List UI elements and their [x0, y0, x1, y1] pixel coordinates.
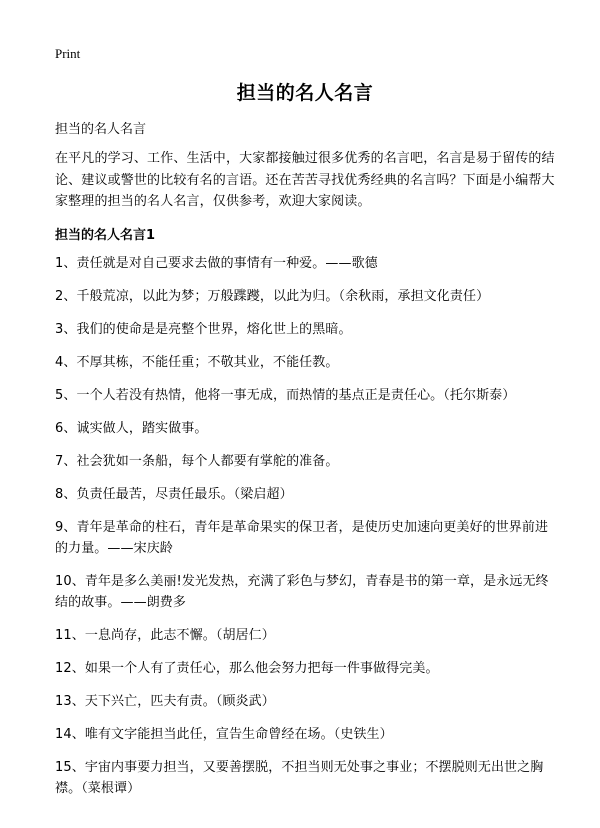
- quote-item: 5、一个人若没有热情，他将一事无成，而热情的基点正是责任心。（托尔斯泰）: [55, 387, 516, 403]
- quote-item: 13、天下兴亡，匹夫有责。（顾炎武）: [55, 693, 275, 709]
- document-title: 担当的名人名言: [236, 82, 374, 104]
- quote-item: 9、青年是革命的柱石，青年是革命果实的保卫者，是使历史加速向更美好的世界前进的力量。——宋庆龄: [55, 519, 549, 556]
- quote-item: 4、不厚其栋，不能任重；不敬其业，不能任教。: [55, 354, 339, 370]
- quote-item: 10、青年是多么美丽!发光发热，充满了彩色与梦幻，青春是书的第一章，是永远无终结的故事。——朗费多: [55, 573, 549, 610]
- document-page: [55, 80, 555, 811]
- quote-item: 1、责任就是对自己要求去做的事情有一种爱。——歌德: [55, 255, 378, 271]
- quote-item: 6、诚实做人，踏实做事。: [55, 420, 208, 436]
- quote-item: 2、千般荒凉，以此为梦；万般蹀躞，以此为归。（余秋雨，承担文化责任）: [55, 288, 490, 304]
- quote-item: 15、宇宙内事要力担当，又要善摆脱，不担当则无处事之事业；不摆脱则无出世之胸襟。（菜根谭）: [55, 759, 544, 796]
- quote-item: 11、一息尚存，此志不懈。（胡居仁）: [55, 627, 275, 643]
- document-subtitle: 担当的名人名言: [55, 122, 147, 137]
- quote-item: 8、负责任最苦，尽责任最乐。（梁启超）: [55, 486, 293, 502]
- section-heading: 担当的名人名言1: [55, 227, 156, 243]
- intro-paragraph: 在平凡的学习、工作、生活中，大家都接触过很多优秀的名言吧，名言是易于留传的结论、建议或警世的比较有名的言语。还在苦苦寻找优秀经典的名言吗？下面是小编帮大家整理的担当的名人名言，仅供参考，欢迎大家阅读。: [55, 151, 555, 209]
- quote-item: 12、如果一个人有了责任心，那么他会努力把每一件事做得完美。: [55, 660, 439, 676]
- quote-item: 14、唯有文字能担当此任，宣告生命曾经在场。（史铁生）: [55, 726, 393, 742]
- quote-item: 3、我们的使命是是亮整个世界，熔化世上的黑暗。: [55, 321, 352, 337]
- print-link[interactable]: Print: [55, 46, 81, 61]
- quote-item: 7、社会犹如一条船，每个人都要有掌舵的准备。: [55, 453, 339, 469]
- quote-list: [55, 253, 555, 799]
